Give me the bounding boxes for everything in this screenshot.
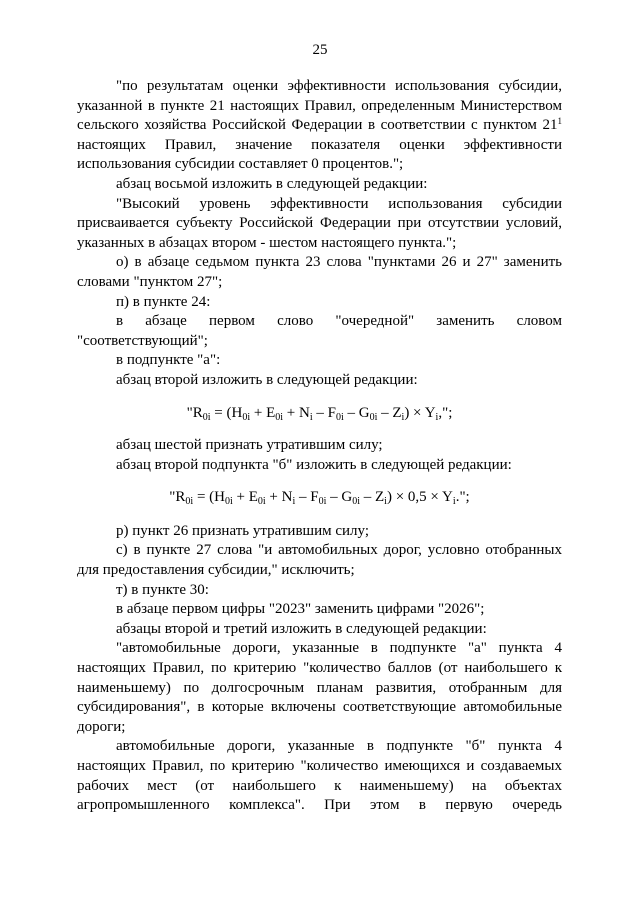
formula-subscript: 0i xyxy=(224,496,233,508)
superscript: 1 xyxy=(557,116,562,127)
document-body xyxy=(77,77,562,816)
paragraph: автомобильные дороги, указанные в подпункте "б" пункта 4 настоящих Правил, по критерию "количество имеющихся и создаваемых рабочих мест (от наибольшего к наименьшему) на объектах агропромышленного комплекса". При этом в первую очередь xyxy=(77,738,562,814)
formula xyxy=(77,404,562,424)
formula-part: "R xyxy=(169,489,186,506)
formula-part: + E xyxy=(250,404,276,421)
formula-part: – F xyxy=(312,404,336,421)
paragraph: "Высокий уровень эффективности использования субсидии присваивается субъекту Российской Федерации при отсутствии условий, указанных в абзацах втором - шестом настоящего пункта."; xyxy=(77,195,562,251)
paragraph: о) в абзаце седьмом пункта 23 слова "пунктами 26 и 27" заменить словами "пунктом 27"; xyxy=(77,254,562,290)
paragraph xyxy=(77,77,562,175)
formula-part: – G xyxy=(343,404,370,421)
formula-part: ) × 0,5 × Y xyxy=(386,489,453,506)
paragraph: абзацы второй и третий изложить в следующей редакции: xyxy=(116,620,487,637)
formula-part: – G xyxy=(326,489,353,506)
formula-subscript: i xyxy=(452,496,456,508)
paragraph: в подпункте "а": xyxy=(116,352,221,369)
paragraph: абзац шестой признать утратившим силу; xyxy=(116,437,383,454)
formula-subscript: i xyxy=(401,411,405,423)
formula-subscript: 0i xyxy=(242,411,251,423)
formula-part: + N xyxy=(265,489,293,506)
formula-part: "R xyxy=(186,404,203,421)
formula-part: = (H xyxy=(210,404,243,421)
formula-part: ) × Y xyxy=(404,404,436,421)
formula-part: – F xyxy=(295,489,319,506)
page-number: 25 xyxy=(312,42,328,58)
formula xyxy=(77,488,562,508)
formula-part: ,"; xyxy=(438,404,453,421)
paragraph-text: "по результатам оценки эффективности использования субсидии, указанной в пункте 21 настоящих Правил, определенным Министерством сельского хозяйства Российской Федерации в соответствии с пунктом 21 xyxy=(77,78,562,134)
formula-subscript: i xyxy=(309,411,313,423)
paragraph-text: настоящих Правил, значение показателя оценки эффективности использования субсидии составляет 0 процентов."; xyxy=(77,136,562,173)
formula-subscript: 0i xyxy=(185,496,194,508)
formula-subscript: 0i xyxy=(275,411,284,423)
paragraph: с) в пункте 27 слова "и автомобильных дорог, условно отобранных для предоставления субсидии," исключить; xyxy=(77,542,562,579)
paragraph: абзац второй подпункта "б" изложить в следующей редакции: xyxy=(116,456,512,473)
formula-part: ."; xyxy=(455,489,470,506)
formula-part: = (H xyxy=(193,489,225,506)
formula-subscript: 0i xyxy=(335,411,344,423)
formula-part: + N xyxy=(283,404,310,421)
formula-subscript: 0i xyxy=(318,496,327,508)
formula-part: + E xyxy=(232,489,258,506)
paragraph: абзац восьмой изложить в следующей редакции: xyxy=(116,175,428,192)
formula-subscript: 0i xyxy=(257,496,266,508)
formula-subscript: i xyxy=(292,496,296,508)
paragraph: р) пункт 26 признать утратившим силу; xyxy=(116,522,370,539)
formula-part: – Z xyxy=(377,404,402,421)
paragraph: "автомобильные дороги, указанные в подпункте "а" пункта 4 настоящих Правил, по критерию "количество баллов (от наибольшего к наименьшему) по долгосрочным планам развития, отобранным для субсидирования", в которые включены соответствующие автомобильные дороги; xyxy=(77,640,562,735)
formula-subscript: 0i xyxy=(202,411,211,423)
formula-part: – Z xyxy=(360,489,385,506)
paragraph: в абзаце первом цифры "2023" заменить цифрами "2026"; xyxy=(116,601,485,618)
formula-subscript: i xyxy=(435,411,439,423)
paragraph: т) в пункте 30: xyxy=(116,581,209,598)
paragraph: абзац второй изложить в следующей редакции: xyxy=(116,371,418,388)
formula-subscript: 0i xyxy=(352,496,360,508)
formula-subscript: 0i xyxy=(369,411,378,423)
paragraph: п) в пункте 24: xyxy=(116,293,211,310)
paragraph: в абзаце первом слово "очередной" заменить словом "соответствующий"; xyxy=(77,313,562,349)
formula-subscript: i xyxy=(384,496,387,508)
